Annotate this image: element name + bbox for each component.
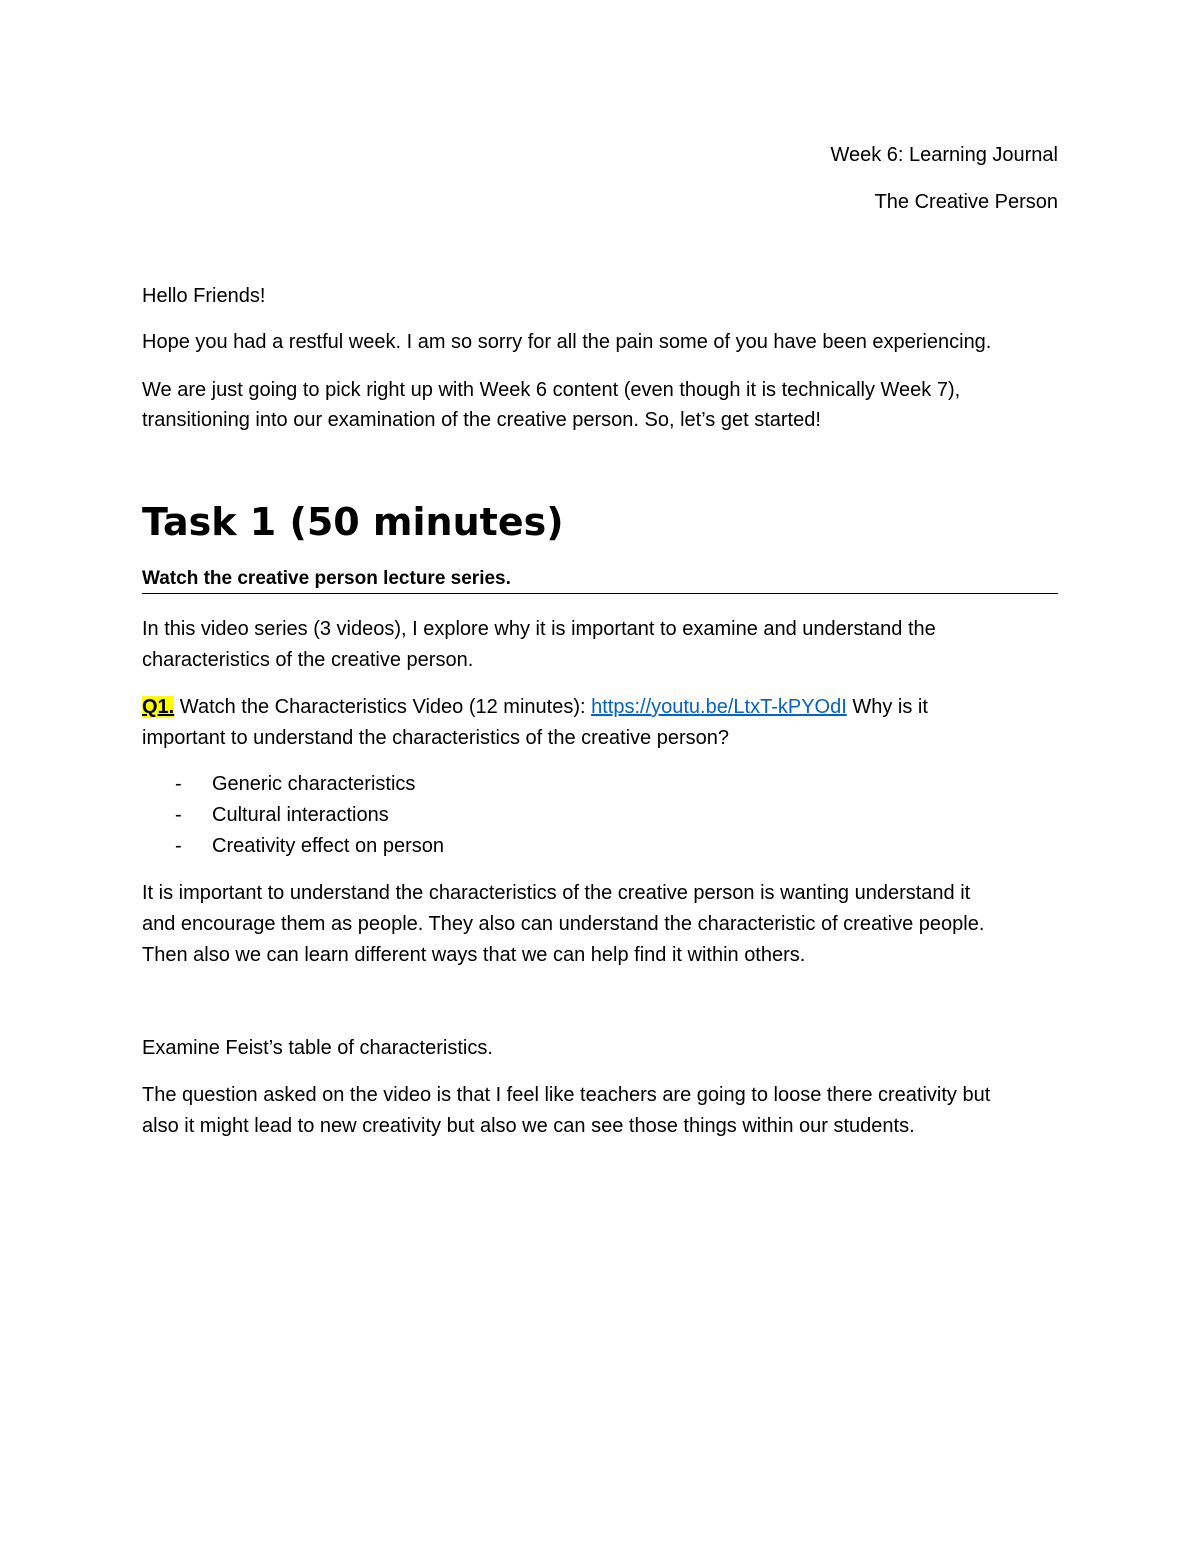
list-item bbox=[142, 831, 444, 862]
intro-paragraph-2-line-2: transitioning into our examination of the creative person. So, let’s get started! bbox=[142, 409, 821, 431]
task-heading: Task 1 (50 minutes) bbox=[142, 500, 564, 544]
question-label: Q1. bbox=[142, 696, 175, 718]
question-1-line-2: important to understand the characteristics of the creative person? bbox=[142, 727, 729, 749]
bullet-dash: - bbox=[175, 835, 182, 857]
answer-line-2: and encourage them as people. They also can understand the characteristic of creative people. bbox=[142, 913, 985, 935]
question-text: Watch the Characteristics Video (12 minutes): bbox=[174, 696, 592, 718]
description-line-1: In this video series (3 videos), I explore why it is important to examine and understand the bbox=[142, 618, 936, 640]
examine-text: Examine Feist’s table of characteristics. bbox=[142, 1037, 493, 1059]
bullet-dash: - bbox=[175, 804, 182, 826]
bullet-dash: - bbox=[175, 773, 182, 795]
description-line-2: characteristics of the creative person. bbox=[142, 649, 474, 671]
greeting: Hello Friends! bbox=[142, 285, 266, 307]
list-item bbox=[142, 800, 444, 831]
bullet-list bbox=[142, 769, 444, 862]
question-1 bbox=[142, 692, 1062, 723]
final-line-1: The question asked on the video is that I feel like teachers are going to loose there creativity but bbox=[142, 1084, 991, 1106]
bullet-text: Creativity effect on person bbox=[212, 835, 444, 857]
intro-paragraph-1: Hope you had a restful week. I am so sorry for all the pain some of you have been experiencing. bbox=[142, 331, 992, 353]
bullet-text: Generic characteristics bbox=[212, 773, 416, 795]
answer-line-3: Then also we can learn different ways that we can help find it within others. bbox=[142, 944, 806, 966]
bullet-text: Cultural interactions bbox=[212, 804, 389, 826]
question-text-end: Why is it bbox=[846, 696, 928, 718]
answer-line-1: It is important to understand the characteristics of the creative person is wanting understand it bbox=[142, 882, 971, 904]
header-title: Week 6: Learning Journal bbox=[830, 144, 1058, 166]
final-line-2: also it might lead to new creativity but also we can see those things within our students. bbox=[142, 1115, 915, 1137]
list-item bbox=[142, 769, 444, 800]
intro-paragraph-2-line-1: We are just going to pick right up with Week 6 content (even though it is technically Week 7), bbox=[142, 379, 961, 401]
video-link[interactable]: https://youtu.be/LtxT-kPYOdI bbox=[591, 696, 847, 718]
header-subtitle: The Creative Person bbox=[874, 191, 1058, 213]
task-subheading: Watch the creative person lecture series. bbox=[142, 565, 1058, 594]
